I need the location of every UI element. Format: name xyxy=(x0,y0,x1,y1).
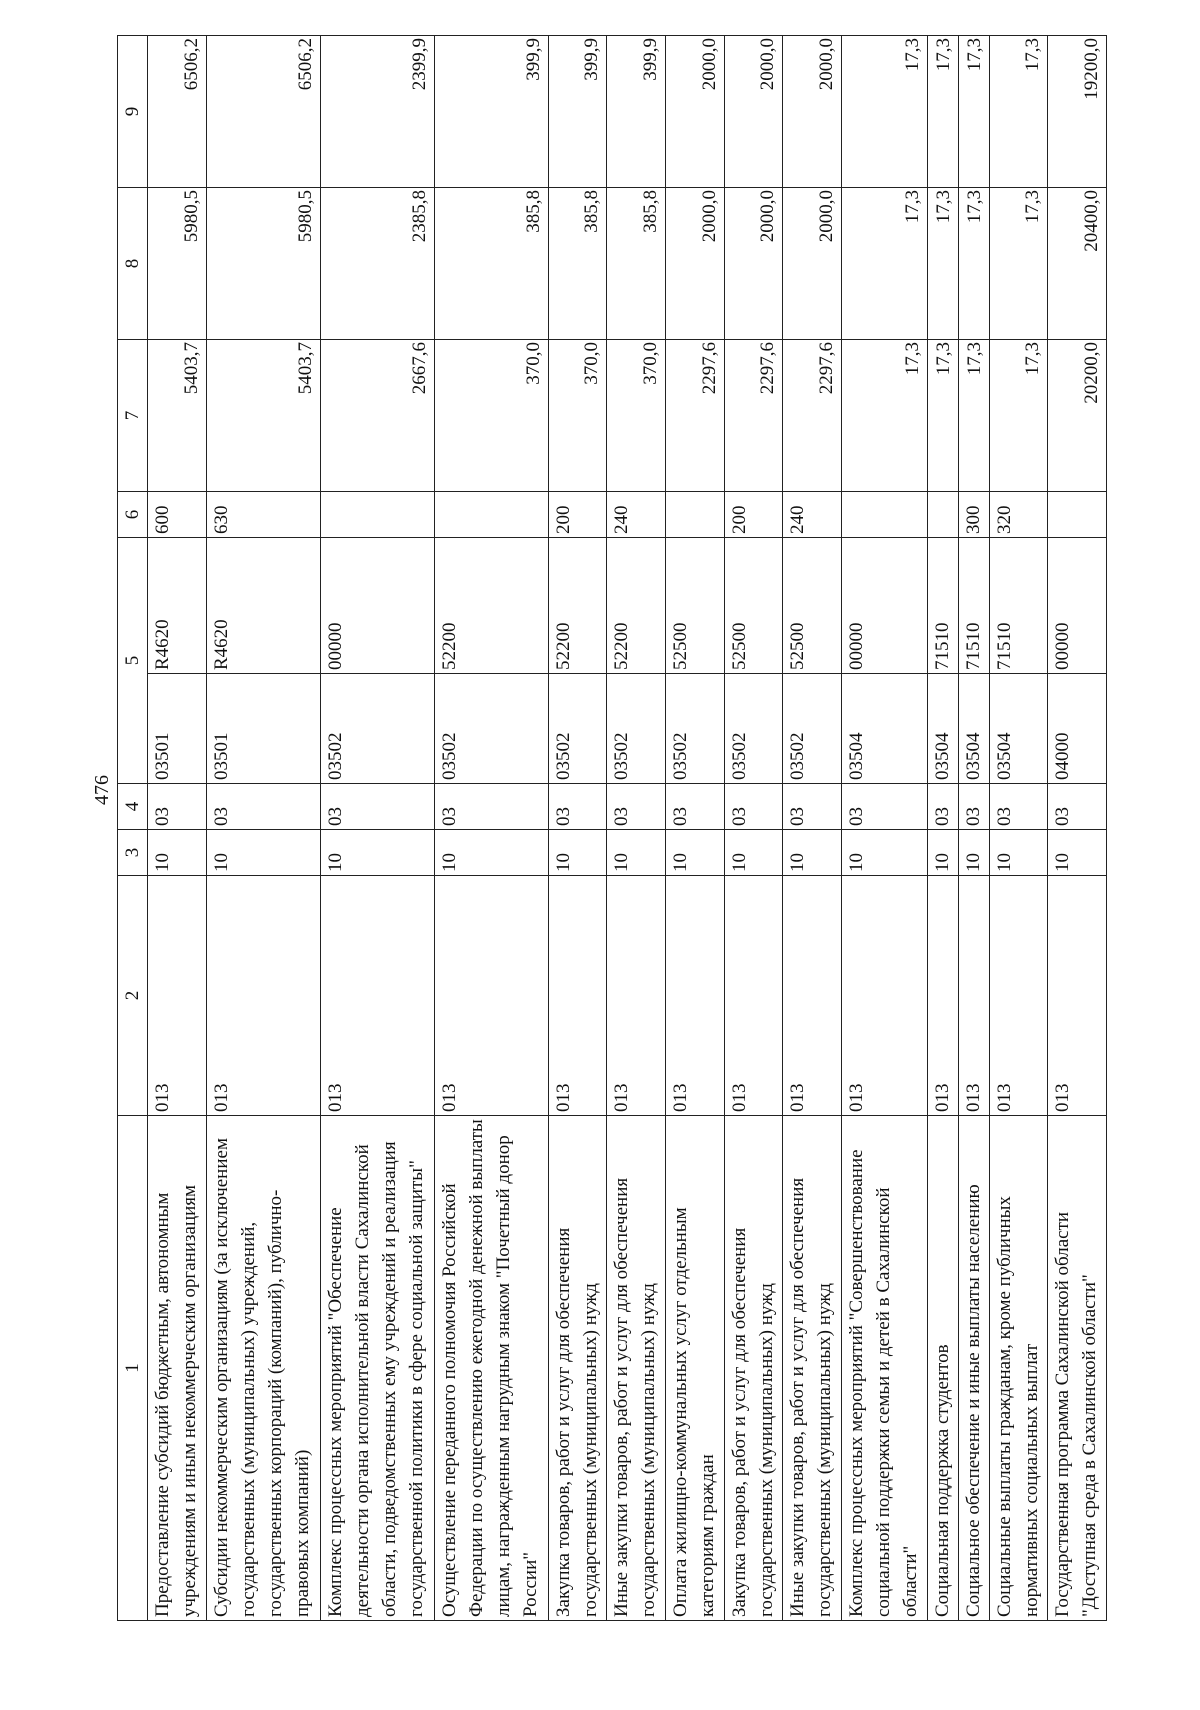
col-4: 03 xyxy=(148,784,207,830)
col-2: 013 xyxy=(783,876,842,1116)
col-5-program: 03502 xyxy=(548,674,607,784)
col-2: 013 xyxy=(148,876,207,1116)
col-4: 03 xyxy=(434,784,548,830)
col-7-value: 2297,6 xyxy=(783,340,842,492)
col-9-value: 399,9 xyxy=(607,36,666,188)
col-5-direction: 52500 xyxy=(724,538,783,674)
row-name: Предоставление субсидий бюджетным, автономным учреждениям и иным некоммерческим организациям xyxy=(148,1116,207,1621)
col-2: 013 xyxy=(841,876,927,1116)
table-row xyxy=(206,36,320,1621)
col-8-value: 2000,0 xyxy=(724,188,783,340)
table-row xyxy=(607,36,666,1621)
col-3: 10 xyxy=(724,830,783,876)
col-4: 03 xyxy=(548,784,607,830)
col-8-value: 385,8 xyxy=(607,188,666,340)
row-name: Социальное обеспечение и иные выплаты населению xyxy=(958,1116,989,1621)
col-4: 03 xyxy=(607,784,666,830)
row-name: Социальная поддержка студентов xyxy=(928,1116,959,1621)
row-name: Комплекс процессных мероприятий "Совершенствование социальной поддержки семьи и детей в Сахалинской области" xyxy=(841,1116,927,1621)
col-7-value: 2297,6 xyxy=(665,340,724,492)
col-3: 10 xyxy=(958,830,989,876)
col-6: 300 xyxy=(958,492,989,538)
col-2: 013 xyxy=(320,876,434,1116)
col-5-direction: 00000 xyxy=(320,538,434,674)
col-8-value: 385,8 xyxy=(548,188,607,340)
col-3: 10 xyxy=(841,830,927,876)
table-row xyxy=(548,36,607,1621)
header-col-3: 3 xyxy=(118,830,148,876)
col-4: 03 xyxy=(989,784,1048,830)
col-8-value: 20400,0 xyxy=(1048,188,1107,340)
col-7-value: 2297,6 xyxy=(724,340,783,492)
row-name: Государственная программа Сахалинской области "Доступная среда в Сахалинской области" xyxy=(1048,1116,1107,1621)
col-5-direction: 52200 xyxy=(607,538,666,674)
col-6: 200 xyxy=(548,492,607,538)
row-name: Субсидии некоммерческим организациям (за исключением государственных (муниципальных) учреждений, государственных корпораций (компаний), публично-правовых компаний) xyxy=(206,1116,320,1621)
col-5-program: 04000 xyxy=(1048,674,1107,784)
col-9-value: 17,3 xyxy=(958,36,989,188)
col-8-value: 17,3 xyxy=(989,188,1048,340)
col-5-direction: 52500 xyxy=(783,538,842,674)
table-row xyxy=(783,36,842,1621)
col-9-value: 17,3 xyxy=(928,36,959,188)
col-2: 013 xyxy=(1048,876,1107,1116)
table-row xyxy=(958,36,989,1621)
col-4: 03 xyxy=(724,784,783,830)
col-5-direction: 52200 xyxy=(434,538,548,674)
col-8-value: 17,3 xyxy=(958,188,989,340)
col-7-value: 370,0 xyxy=(548,340,607,492)
col-5-direction: 52500 xyxy=(665,538,724,674)
row-name: Социальные выплаты гражданам, кроме публичных нормативных социальных выплат xyxy=(989,1116,1048,1621)
header-col-6: 6 xyxy=(118,492,148,538)
table-row xyxy=(928,36,959,1621)
col-5-program: 03504 xyxy=(989,674,1048,784)
header-col-4: 4 xyxy=(118,784,148,830)
col-7-value: 17,3 xyxy=(928,340,959,492)
col-6 xyxy=(434,492,548,538)
col-3: 10 xyxy=(665,830,724,876)
col-3: 10 xyxy=(320,830,434,876)
col-7-value: 2667,6 xyxy=(320,340,434,492)
col-4: 03 xyxy=(206,784,320,830)
col-2: 013 xyxy=(434,876,548,1116)
col-7-value: 17,3 xyxy=(989,340,1048,492)
col-3: 10 xyxy=(607,830,666,876)
col-8-value: 5980,5 xyxy=(148,188,207,340)
col-5-program: 03502 xyxy=(607,674,666,784)
col-6 xyxy=(665,492,724,538)
col-3: 10 xyxy=(434,830,548,876)
col-3: 10 xyxy=(928,830,959,876)
table-row xyxy=(841,36,927,1621)
table-row xyxy=(665,36,724,1621)
col-5-program: 03502 xyxy=(724,674,783,784)
col-5-direction: 52200 xyxy=(548,538,607,674)
row-name: Осуществление переданного полномочия Российской Федерации по осуществлению ежегодной денежной выплаты лицам, награжденным нагрудным знаком "Почетный донор России" xyxy=(434,1116,548,1621)
col-3: 10 xyxy=(1048,830,1107,876)
col-2: 013 xyxy=(724,876,783,1116)
page-number: 476 xyxy=(91,775,113,805)
col-4: 03 xyxy=(665,784,724,830)
col-5-program: 03502 xyxy=(783,674,842,784)
col-5-program: 03502 xyxy=(320,674,434,784)
col-5-program: 03501 xyxy=(148,674,207,784)
col-9-value: 2000,0 xyxy=(665,36,724,188)
col-5-direction: 71510 xyxy=(958,538,989,674)
table-row xyxy=(989,36,1048,1621)
row-name: Закупка товаров, работ и услуг для обеспечения государственных (муниципальных) нужд xyxy=(548,1116,607,1621)
col-9-value: 17,3 xyxy=(989,36,1048,188)
header-col-2: 2 xyxy=(118,876,148,1116)
col-5-direction: R4620 xyxy=(206,538,320,674)
col-5-program: 03501 xyxy=(206,674,320,784)
col-3: 10 xyxy=(783,830,842,876)
col-9-value: 2000,0 xyxy=(783,36,842,188)
col-7-value: 5403,7 xyxy=(206,340,320,492)
col-4: 03 xyxy=(841,784,927,830)
col-6 xyxy=(1048,492,1107,538)
row-name: Комплекс процессных мероприятий "Обеспечение деятельности органа исполнительной власти Сахалинской области, подведомственных ему учреждений и реализация государственной политики в сфере социальной защиты" xyxy=(320,1116,434,1621)
col-3: 10 xyxy=(989,830,1048,876)
header-col-7: 7 xyxy=(118,340,148,492)
col-5-direction: 71510 xyxy=(928,538,959,674)
col-7-value: 20200,0 xyxy=(1048,340,1107,492)
col-9-value: 399,9 xyxy=(548,36,607,188)
col-5-program: 03504 xyxy=(928,674,959,784)
col-3: 10 xyxy=(148,830,207,876)
col-9-value: 2000,0 xyxy=(724,36,783,188)
budget-table-rotated xyxy=(117,36,1107,1621)
budget-table xyxy=(117,35,1107,1621)
col-3: 10 xyxy=(548,830,607,876)
row-name: Иные закупки товаров, работ и услуг для обеспечения государственных (муниципальных) нужд xyxy=(607,1116,666,1621)
table-row xyxy=(320,36,434,1621)
col-4: 03 xyxy=(958,784,989,830)
col-5-direction: 71510 xyxy=(989,538,1048,674)
col-5-direction: R4620 xyxy=(148,538,207,674)
col-6: 200 xyxy=(724,492,783,538)
col-9-value: 6506,2 xyxy=(206,36,320,188)
col-7-value: 17,3 xyxy=(958,340,989,492)
col-7-value: 17,3 xyxy=(841,340,927,492)
col-8-value: 2000,0 xyxy=(783,188,842,340)
col-2: 013 xyxy=(928,876,959,1116)
col-8-value: 17,3 xyxy=(841,188,927,340)
col-6: 600 xyxy=(148,492,207,538)
col-7-value: 370,0 xyxy=(607,340,666,492)
row-name: Оплата жилищно-коммунальных услуг отдельным категориям граждан xyxy=(665,1116,724,1621)
col-2: 013 xyxy=(989,876,1048,1116)
col-6 xyxy=(320,492,434,538)
col-9-value: 6506,2 xyxy=(148,36,207,188)
col-4: 03 xyxy=(320,784,434,830)
col-9-value: 399,9 xyxy=(434,36,548,188)
col-2: 013 xyxy=(607,876,666,1116)
col-5-direction: 00000 xyxy=(841,538,927,674)
col-7-value: 5403,7 xyxy=(148,340,207,492)
col-2: 013 xyxy=(665,876,724,1116)
col-6 xyxy=(928,492,959,538)
col-8-value: 385,8 xyxy=(434,188,548,340)
col-8-value: 17,3 xyxy=(928,188,959,340)
col-8-value: 5980,5 xyxy=(206,188,320,340)
row-name: Закупка товаров, работ и услуг для обеспечения государственных (муниципальных) нужд xyxy=(724,1116,783,1621)
col-6: 630 xyxy=(206,492,320,538)
col-9-value: 19200,0 xyxy=(1048,36,1107,188)
table-row xyxy=(148,36,207,1621)
col-6: 240 xyxy=(783,492,842,538)
col-2: 013 xyxy=(206,876,320,1116)
header-col-9: 9 xyxy=(118,36,148,188)
col-5-program: 03504 xyxy=(841,674,927,784)
col-4: 03 xyxy=(1048,784,1107,830)
col-6: 240 xyxy=(607,492,666,538)
col-4: 03 xyxy=(928,784,959,830)
col-6: 320 xyxy=(989,492,1048,538)
col-5-direction: 00000 xyxy=(1048,538,1107,674)
header-col-8: 8 xyxy=(118,188,148,340)
col-2: 013 xyxy=(548,876,607,1116)
col-5-program: 03502 xyxy=(665,674,724,784)
col-8-value: 2385,8 xyxy=(320,188,434,340)
col-4: 03 xyxy=(783,784,842,830)
table-row xyxy=(1048,36,1107,1621)
col-9-value: 2399,9 xyxy=(320,36,434,188)
header-col-1: 1 xyxy=(118,1116,148,1621)
table-row xyxy=(434,36,548,1621)
col-2: 013 xyxy=(958,876,989,1116)
header-row xyxy=(118,36,148,1621)
col-5-program: 03502 xyxy=(434,674,548,784)
col-3: 10 xyxy=(206,830,320,876)
col-8-value: 2000,0 xyxy=(665,188,724,340)
row-name: Иные закупки товаров, работ и услуг для обеспечения государственных (муниципальных) нужд xyxy=(783,1116,842,1621)
col-6 xyxy=(841,492,927,538)
col-7-value: 370,0 xyxy=(434,340,548,492)
table-row xyxy=(724,36,783,1621)
col-9-value: 17,3 xyxy=(841,36,927,188)
header-col-5: 5 xyxy=(118,538,148,784)
col-5-program: 03504 xyxy=(958,674,989,784)
